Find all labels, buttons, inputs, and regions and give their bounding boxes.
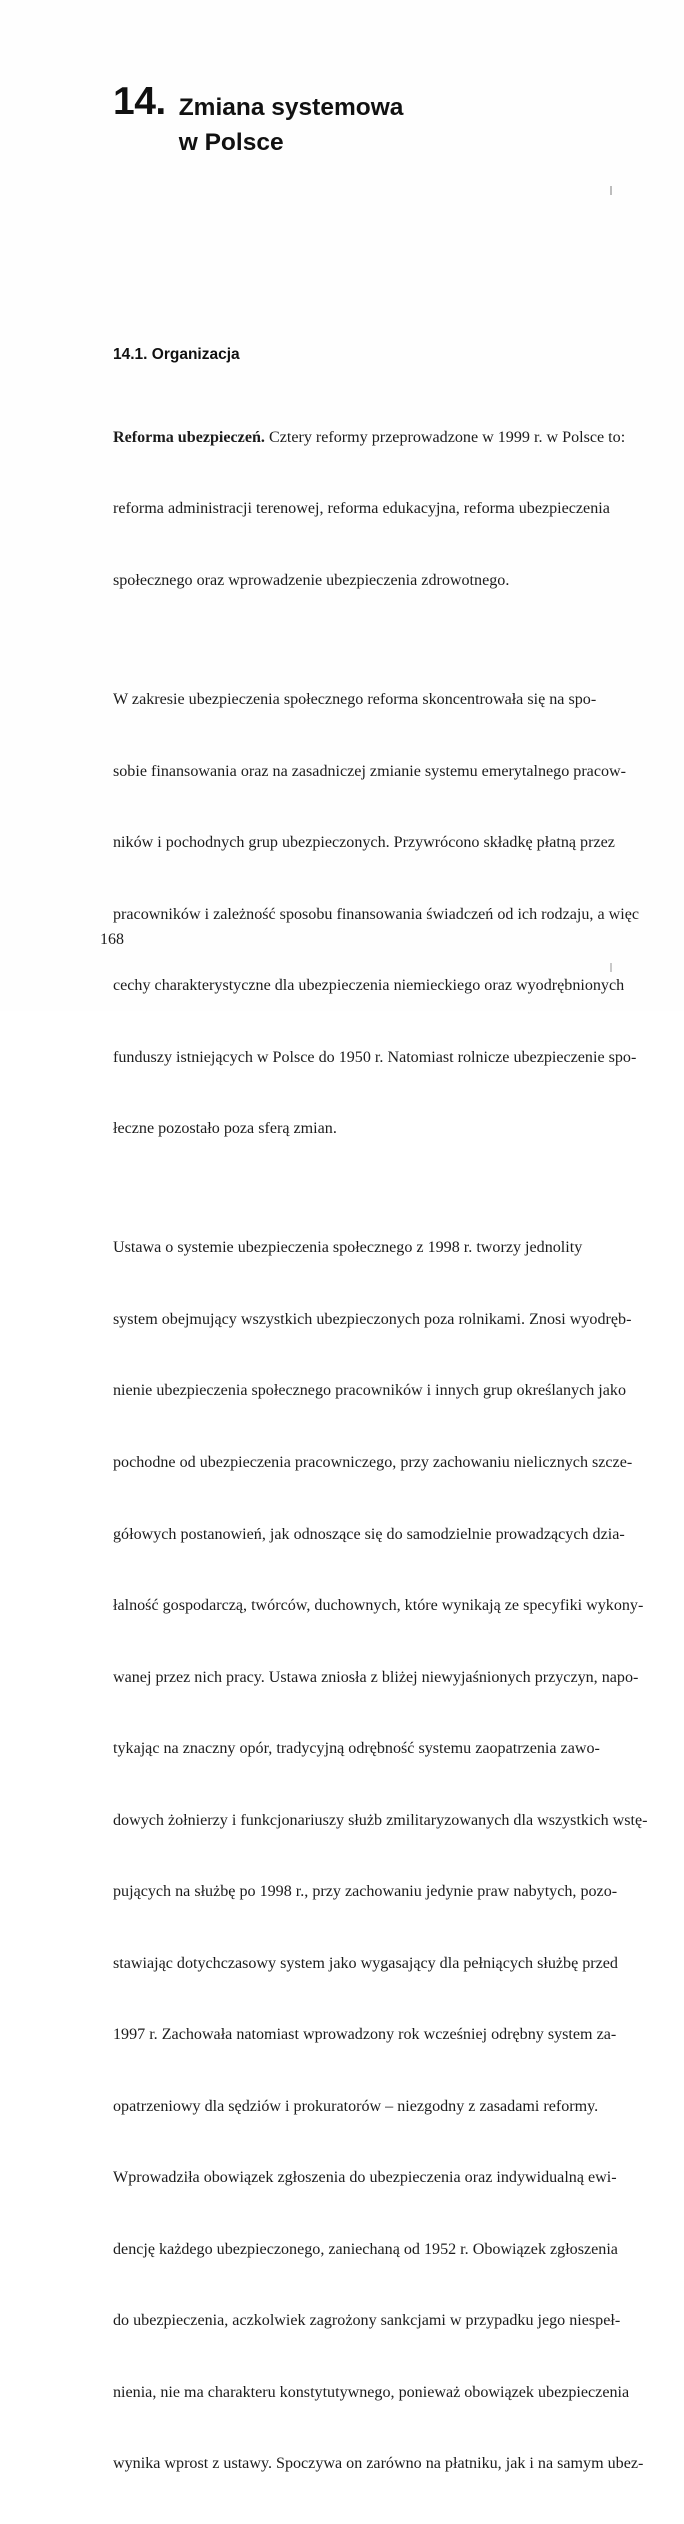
paragraph-3 [113,1189,648,2524]
paragraph-2-line-4: pracowników i zależność sposobu finansowania świadczeń od ich rodzaju, a więc [113,905,639,923]
paragraph-3-line-12: 1997 r. Zachowała natomiast wprowadzony rok wcześniej odrębny system za- [113,2026,617,2044]
paragraph-3-line-9: dowych żołnierzy i funkcjonariuszy służb zmilitaryzowanych dla wszystkich wstę- [113,1811,648,1829]
paragraph-3-line-10: pujących na służbę po 1998 r., przy zachowaniu jedynie praw nabytych, pozo- [113,1883,618,1901]
chapter-title-line-1: Zmiana systemowa [178,94,404,121]
chapter-number: 14. [113,80,166,123]
paragraph-3-line-6: łalność gospodarczą, twórców, duchownych, które wynikają ze specyfiki wykony- [113,1597,644,1615]
paragraph-3-line-7: wanej przez nich pracy. Ustawa zniosła z bliżej niewyjaśnionych przyczyn, napo- [113,1668,639,1686]
paragraph-2-line-3: ników i pochodnych grup ubezpieczonych. Przywrócono składkę płatną przez [113,834,615,852]
paragraph-3-line-1: Ustawa o systemie ubezpieczenia społecznego z 1998 r. tworzy jednolity [113,1239,583,1257]
paragraph-3-line-13: opatrzeniowy dla sędziów i prokuratorów – niezgodny z zasadami reformy. [113,2097,599,2115]
paragraph-lead-bold: Reforma ubezpieczeń. [113,428,265,446]
paragraph-3-line-3: nienie ubezpieczenia społecznego pracowników i innych grup określanych jako [113,1382,627,1400]
paragraph-3-line-4: pochodne od ubezpieczenia pracowniczego, przy zachowaniu nielicznych szcze- [113,1453,633,1471]
chapter-title [179,82,404,160]
body-text-column [113,378,648,2524]
scan-edge-mark-right [610,186,612,195]
paragraph-1-line-1-text: Cztery reformy przeprowadzone w 1999 r. w Polsce to: [264,428,626,446]
paragraph-3-line-8: tykając na znaczny opór, tradycyjną odrębność systemu zaopatrzenia zawo- [113,1740,600,1758]
paragraph-3-line-5: gółowych postanowień, jak odnoszące się do samodzielnie prowadzących dzia- [113,1525,625,1543]
page-number: 168 [100,931,124,948]
paragraph-1-line-2: reforma administracji terenowej, reforma edukacyjna, reforma ubezpieczenia [113,500,610,518]
chapter-heading [113,82,583,160]
paragraph-2-line-2: sobie finansowania oraz na zasadniczej zmianie systemu emerytalnego pracow- [113,762,626,780]
paragraph-3-line-16: do ubezpieczenia, aczkolwiek zagrożony sankcjami w przypadku jego niespeł- [113,2312,621,2330]
paragraph-2 [113,640,639,1188]
scan-edge-mark-bottom [610,963,612,972]
paragraph-3-line-11: stawiając dotychczasowy system jako wygasający dla pełniących służbę przed [113,1954,618,1972]
paragraph-2-line-5: cechy charakterystyczne dla ubezpieczenia niemieckiego oraz wyodrębnionych [113,977,625,995]
paragraph-3-line-17: nienia, nie ma charakteru konstytutywnego, ponieważ obowiązek ubezpieczenia [113,2383,630,2401]
paragraph-1-line-3: społecznego oraz wprowadzenie ubezpieczenia zdrowotnego. [113,571,510,589]
paragraph-3-line-18: wynika wprost z ustawy. Spoczywa on zarówno na płatniku, jak i na samym ubez- [113,2455,644,2473]
paragraph-3-line-14: Wprowadziła obowiązek zgłoszenia do ubezpieczenia oraz indywidualną ewi- [113,2169,617,2187]
paragraph-2-line-7: łeczne pozostało poza sferą zmian. [113,1120,337,1138]
paragraph-1-line-1 [113,426,626,450]
paragraph-3-line-15: dencję każdego ubezpieczonego, zaniechaną od 1952 r. Obowiązek zgłoszenia [113,2240,618,2258]
paragraph-2-line-1: W zakresie ubezpieczenia społecznego reforma skoncentrowała się na spo- [113,690,597,708]
paragraph-3-line-2: system obejmujący wszystkich ubezpieczonych poza rolnikami. Znosi wyodręb- [113,1310,632,1328]
paragraph-1 [113,378,626,640]
paragraph-2-line-6: funduszy istniejących w Polsce do 1950 r. Natomiast rolnicze ubezpieczenie spo- [113,1048,637,1066]
chapter-title-line-2: w Polsce [178,129,284,156]
section-heading: 14.1. Organizacja [113,346,240,363]
